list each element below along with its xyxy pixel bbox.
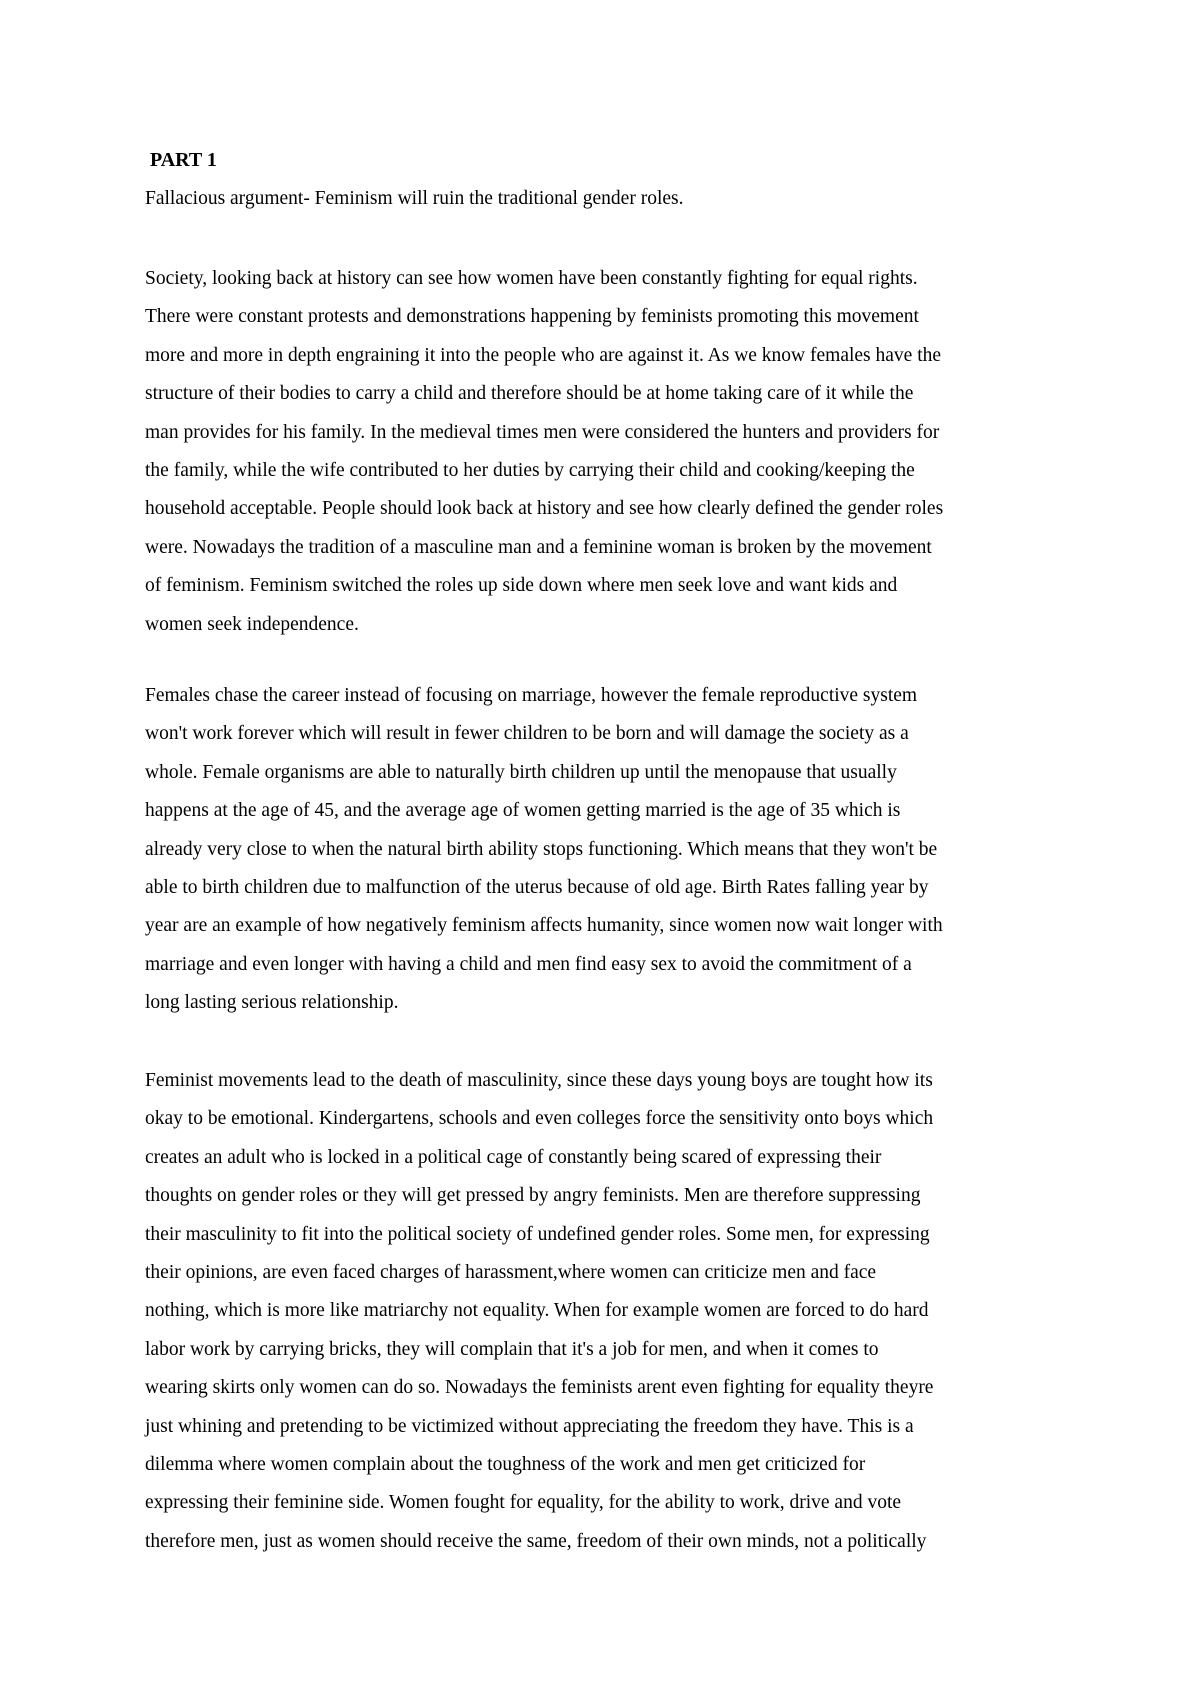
text-line: labor work by carrying bricks, they will complain that it's a job for men, and when it comes to	[145, 1338, 879, 1360]
paragraph-2	[145, 677, 1080, 1023]
text-line: already very close to when the natural birth ability stops functioning. Which means that they won't be	[145, 838, 938, 860]
text-line: able to birth children due to malfunction of the uterus because of old age. Birth Rates falling year by	[145, 877, 929, 899]
text-line: therefore men, just as women should receive the same, freedom of their own minds, not a politically	[145, 1530, 927, 1552]
text-line: thoughts on gender roles or they will get pressed by angry feminists. Men are therefore suppressing	[145, 1185, 921, 1207]
section-heading: PART 1	[150, 149, 217, 171]
text-line: Females chase the career instead of focusing on marriage, however the female reproductive system	[145, 685, 918, 706]
text-line: man provides for his family. In the medieval times men were considered the hunters and providers for	[145, 421, 940, 443]
text-line: marriage and even longer with having a child and men find easy sex to avoid the commitment of a	[145, 953, 912, 975]
text-line: There were constant protests and demonstrations happening by feminists promoting this movement	[145, 306, 919, 328]
text-line: long lasting serious relationship.	[145, 992, 399, 1014]
text-line: of feminism. Feminism switched the roles up side down where men seek love and want kids and	[145, 575, 898, 597]
text-line: dilemma where women complain about the toughness of the work and men get criticized for	[145, 1454, 866, 1476]
text-line: year are an example of how negatively feminism affects humanity, since women now wait longer with	[145, 915, 943, 937]
text-line: household acceptable. People should look back at history and see how clearly defined the gender roles	[145, 498, 944, 520]
paragraph-3	[145, 1062, 1080, 1561]
text-line: expressing their feminine side. Women fought for equality, for the ability to work, drive and vote	[145, 1492, 902, 1514]
text-line: won't work forever which will result in fewer children to be born and will damage the society as a	[145, 723, 909, 745]
text-line: women seek independence.	[145, 613, 359, 635]
text-line: whole. Female organisms are able to naturally birth children up until the menopause that usually	[145, 761, 897, 783]
text-line: wearing skirts only women can do so. Nowadays the feminists arent even fighting for equality theyre	[145, 1377, 934, 1399]
text-line: nothing, which is more like matriarchy not equality. When for example women are forced to do hard	[145, 1300, 929, 1322]
text-line: Society, looking back at history can see how women have been constantly fighting for equal rights.	[145, 268, 918, 289]
text-line: more and more in depth engraining it into the people who are against it. As we know females have the	[145, 344, 942, 366]
text-line: their masculinity to fit into the political society of undefined gender roles. Some men, for expressing	[145, 1223, 930, 1245]
text-line: happens at the age of 45, and the average age of women getting married is the age of 35 which is	[145, 800, 901, 822]
text-line: just whining and pretending to be victimized without appreciating the freedom they have. This is a	[145, 1415, 914, 1437]
text-line: creates an adult who is locked in a political cage of constantly being scared of expressing their	[145, 1146, 882, 1168]
text-line: okay to be emotional. Kindergartens, schools and even colleges force the sensitivity onto boys which	[145, 1108, 934, 1130]
paragraph-1	[145, 260, 1080, 644]
text-line: their opinions, are even faced charges of harassment,where women can criticize men and face	[145, 1262, 877, 1284]
text-line: Feminist movements lead to the death of masculinity, since these days young boys are tought how its	[145, 1070, 933, 1091]
text-line: the family, while the wife contributed to her duties by carrying their child and cooking/keeping the	[145, 460, 915, 482]
argument-statement: Fallacious argument- Feminism will ruin the traditional gender roles.	[145, 188, 684, 209]
text-line: structure of their bodies to carry a child and therefore should be at home taking care of it while the	[145, 383, 914, 405]
text-line: were. Nowadays the tradition of a masculine man and a feminine woman is broken by the movement	[145, 536, 932, 558]
